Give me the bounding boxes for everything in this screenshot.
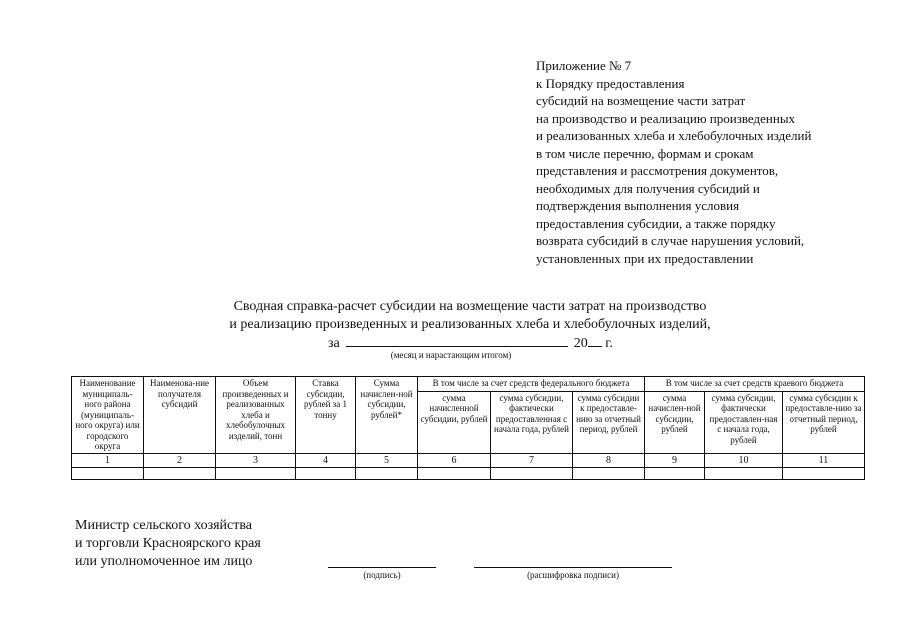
signature-decode-field[interactable] xyxy=(474,567,672,568)
signature-field[interactable] xyxy=(328,567,436,568)
column-number: 8 xyxy=(573,453,645,467)
signature-decode-label: (расшифровка подписи) xyxy=(527,570,619,580)
column-number: 6 xyxy=(418,453,491,467)
header-federal-accrued: сумма начисленной субсидии, рублей xyxy=(418,391,491,453)
column-number: 10 xyxy=(705,453,783,467)
header-regional-accrued: сумма начислен-ной субсидии, рублей xyxy=(645,391,705,453)
appendix-line: представления и рассмотрения документов, xyxy=(536,163,779,178)
header-sum: Сумма начислен-ной субсидии, рублей* xyxy=(356,377,418,454)
appendix-line: установленных при их предоставлении xyxy=(536,250,754,266)
title-line-2: и реализацию произведенных и реализованных хлеба и хлебобулочных изделий, xyxy=(229,317,711,332)
empty-cell[interactable] xyxy=(418,467,491,479)
appendix-header xyxy=(536,57,896,267)
header-federal-to-provide: сумма субсидии к предоставле-нию за отчетный период, рублей xyxy=(573,391,645,453)
empty-cell[interactable] xyxy=(573,467,645,479)
appendix-line: на производство и реализацию произведенных xyxy=(536,110,796,126)
year-blank-field[interactable] xyxy=(588,334,602,347)
period-blank-field[interactable] xyxy=(346,334,568,347)
document-title xyxy=(150,298,790,334)
period-prefix: за xyxy=(328,336,340,351)
appendix-line: в том числе перечню, формам и срокам xyxy=(536,145,754,161)
empty-cell[interactable] xyxy=(783,467,865,479)
header-federal-provided: сумма субсидии, фактически предоставленная с начала года, рублей xyxy=(491,391,573,453)
appendix-line: подтверждения выполнения условия xyxy=(536,198,740,213)
appendix-line: необходимых для получения субсидий и xyxy=(536,180,760,196)
subsidy-table xyxy=(71,376,865,480)
empty-cell[interactable] xyxy=(356,467,418,479)
signer-line: и торговли Красноярского края xyxy=(75,536,261,551)
header-regional-group: В том числе за счет средств краевого бюджета xyxy=(645,377,865,392)
header-federal-group: В том числе за счет средств федерального бюджета xyxy=(418,377,645,392)
column-number: 3 xyxy=(216,453,296,467)
column-number: 9 xyxy=(645,453,705,467)
year-suffix: г. xyxy=(605,336,613,351)
column-number: 11 xyxy=(783,453,865,467)
appendix-line: предоставления субсидии, а также порядку xyxy=(536,215,776,231)
period-hint: (месяц и нарастающим итогом) xyxy=(390,350,512,360)
empty-cell[interactable] xyxy=(491,467,573,479)
header-regional-to-provide: сумма субсидии к предоставле-нию за отчетный период, рублей xyxy=(783,391,865,453)
year-prefix: 20 xyxy=(573,336,588,351)
appendix-line: Приложение № 7 xyxy=(536,58,632,73)
column-number: 2 xyxy=(144,453,216,467)
appendix-line: субсидий на возмещение части затрат xyxy=(536,93,746,108)
signer-line: или уполномоченное им лицо xyxy=(75,554,253,569)
header-volume: Объем произведенных и реализованных хлеба и хлебобулочных изделий, тонн xyxy=(216,377,296,454)
header-municipality: Наименование муниципаль-ного района (муниципаль-ного округа) или городского округа xyxy=(72,377,144,454)
empty-cell[interactable] xyxy=(144,467,216,479)
header-regional-provided: сумма субсидии, фактически предоставлен-ная с начала года, рублей xyxy=(705,391,783,453)
empty-cell[interactable] xyxy=(296,467,356,479)
signer-block xyxy=(75,517,261,571)
empty-cell[interactable] xyxy=(216,467,296,479)
appendix-line: возврата субсидий в случае нарушения условий, xyxy=(536,233,805,248)
column-number: 4 xyxy=(296,453,356,467)
appendix-line: и реализованных хлеба и хлебобулочных изделий xyxy=(536,128,812,143)
column-number: 7 xyxy=(491,453,573,467)
header-rate: Ставка субсидии, рублей за 1 тонну xyxy=(296,377,356,454)
empty-cell[interactable] xyxy=(705,467,783,479)
empty-cell[interactable] xyxy=(72,467,144,479)
title-line-1: Сводная справка-расчет субсидии на возмещение части затрат на производство xyxy=(233,299,707,314)
column-number: 1 xyxy=(72,453,144,467)
signature-label: (подпись) xyxy=(363,570,401,580)
empty-cell[interactable] xyxy=(645,467,705,479)
column-number-row xyxy=(72,453,865,467)
header-recipient: Наименова-ние получателя субсидий xyxy=(144,377,216,454)
column-number: 5 xyxy=(356,453,418,467)
appendix-line: к Порядку предоставления xyxy=(536,75,685,91)
signer-line: Министр сельского хозяйства xyxy=(75,518,252,533)
empty-data-row xyxy=(72,467,865,479)
